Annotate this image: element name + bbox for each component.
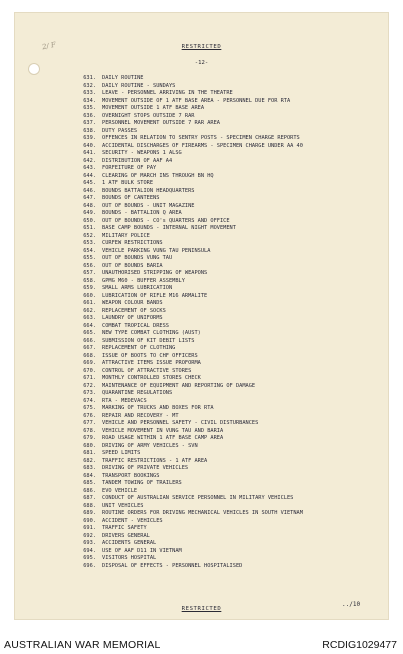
list-item bbox=[74, 555, 374, 563]
item-title: GPMG M60 - BUFFER ASSEMBLY bbox=[102, 277, 185, 284]
item-number: 642. bbox=[83, 157, 96, 164]
list-item bbox=[74, 480, 374, 488]
item-title: TRAFFIC RESTRICTIONS - 1 ATF AREA bbox=[102, 457, 208, 464]
item-title: DAILY ROUTINE - SUNDAYS bbox=[102, 82, 176, 89]
item-title: LEAVE - PERSONNEL ARRIVING IN THE THEATRE bbox=[102, 90, 233, 96]
item-number: 672. bbox=[83, 382, 96, 389]
list-item bbox=[74, 128, 374, 136]
item-number: 649. bbox=[83, 210, 96, 216]
list-item bbox=[74, 158, 374, 166]
item-title: ATTRACTIVE ITEMS ISSUE PROFORMA bbox=[102, 360, 201, 366]
item-title: ACCIDENTS GENERAL bbox=[102, 540, 157, 546]
item-title: ROAD USAGE WITHIN 1 ATF BASE CAMP AREA bbox=[102, 435, 224, 441]
item-title: FORFEITURE OF PAY bbox=[102, 165, 157, 171]
item-number: 688. bbox=[83, 502, 96, 509]
item-title: LUBRICATION OF RIFLE M16 ARMALITE bbox=[102, 292, 208, 299]
item-number: 690. bbox=[83, 517, 96, 524]
list-item bbox=[74, 525, 374, 533]
item-number: 660. bbox=[83, 292, 96, 299]
item-title: UNAUTHORISED STRIPPING OF WEAPONS bbox=[102, 270, 208, 276]
list-item bbox=[74, 510, 374, 518]
item-title: DRIVERS GENERAL bbox=[102, 532, 150, 539]
list-item bbox=[74, 413, 374, 421]
item-title: MILITARY POLICE bbox=[102, 232, 150, 239]
list-item bbox=[74, 300, 374, 308]
item-number: 691. bbox=[83, 525, 96, 531]
item-title: NEW TYPE COMBAT CLOTHING (AUST) bbox=[102, 330, 201, 336]
item-number: 631. bbox=[83, 75, 96, 81]
item-number: 634. bbox=[83, 97, 96, 104]
list-item bbox=[74, 75, 374, 83]
pencil-annotation: 2/ F bbox=[41, 40, 57, 52]
item-number: 640. bbox=[83, 142, 96, 149]
item-number: 696. bbox=[83, 562, 96, 569]
list-item bbox=[74, 540, 374, 548]
item-title: QUARANTINE REGULATIONS bbox=[102, 390, 173, 396]
list-item bbox=[74, 473, 374, 481]
item-title: REPLACEMENT OF SOCKS bbox=[102, 307, 166, 314]
list-item bbox=[74, 173, 374, 181]
continuation-marker: ../10 bbox=[342, 601, 361, 608]
list-item bbox=[74, 308, 374, 316]
item-title: VISITORS HOSPITAL bbox=[102, 555, 157, 561]
item-number: 651. bbox=[83, 225, 96, 231]
item-title: TRANSPORT BOOKINGS bbox=[102, 472, 160, 479]
item-title: REPLACEMENT OF CLOTHING bbox=[102, 345, 176, 351]
item-number: 674. bbox=[83, 397, 96, 404]
list-item bbox=[74, 150, 374, 158]
item-number: 669. bbox=[83, 360, 96, 366]
list-item bbox=[74, 90, 374, 98]
item-number: 658. bbox=[83, 277, 96, 284]
item-title: BASE CAMP BOUNDS - INTERNAL NIGHT MOVEMENT bbox=[102, 225, 236, 231]
list-item bbox=[74, 113, 374, 121]
item-number: 671. bbox=[83, 375, 96, 381]
list-item bbox=[74, 233, 374, 241]
list-item bbox=[74, 360, 374, 368]
item-number: 654. bbox=[83, 247, 96, 254]
item-title: TRAFFIC SAFETY bbox=[102, 525, 147, 531]
list-item bbox=[74, 98, 374, 106]
list-item bbox=[74, 218, 374, 226]
item-number: 670. bbox=[83, 367, 96, 374]
item-title: DRIVING OF PRIVATE VEHICLES bbox=[102, 465, 189, 471]
list-item bbox=[74, 323, 374, 331]
list-item bbox=[74, 263, 374, 271]
item-number: 662. bbox=[83, 307, 96, 314]
list-item bbox=[74, 465, 374, 473]
item-number: 657. bbox=[83, 270, 96, 276]
list-item bbox=[74, 450, 374, 458]
item-title: 1 ATF BULK STORE bbox=[102, 180, 154, 186]
list-item bbox=[74, 105, 374, 113]
list-item bbox=[74, 338, 374, 346]
list-item bbox=[74, 383, 374, 391]
list-item bbox=[74, 285, 374, 293]
list-item bbox=[74, 165, 374, 173]
item-title: VEHICLE PARKING VUNG TAU PENINSULA bbox=[102, 247, 211, 254]
item-title: RTA - MEDEVACS bbox=[102, 397, 147, 404]
item-title: UNIT VEHICLES bbox=[102, 502, 144, 509]
item-number: 648. bbox=[83, 202, 96, 209]
item-number: 668. bbox=[83, 352, 96, 359]
item-title: CURFEW RESTRICTIONS bbox=[102, 240, 163, 246]
list-item bbox=[74, 255, 374, 263]
item-title: SUBMISSION OF KIT DEBIT LISTS bbox=[102, 337, 195, 344]
item-number: 653. bbox=[83, 240, 96, 246]
security-classification-header: RESTRICTED bbox=[181, 44, 222, 50]
item-title: MARKING OF TRUCKS AND BOXES FOR RTA bbox=[102, 405, 214, 411]
item-number: 687. bbox=[83, 495, 96, 501]
list-item bbox=[74, 518, 374, 526]
item-title: OUT OF BOUNDS - UNIT MAGAZINE bbox=[102, 202, 195, 209]
archive-caption-bar bbox=[0, 634, 403, 654]
item-title: LAUNDRY OF UNIFORMS bbox=[102, 315, 163, 321]
item-title: DRIVING OF ARMY VEHICLES - SVN bbox=[102, 442, 198, 449]
list-item bbox=[74, 188, 374, 196]
list-item bbox=[74, 488, 374, 496]
list-item bbox=[74, 315, 374, 323]
item-number: 664. bbox=[83, 322, 96, 329]
item-number: 666. bbox=[83, 337, 96, 344]
list-item bbox=[74, 330, 374, 338]
item-title: DUTY PASSES bbox=[102, 127, 138, 134]
list-item bbox=[74, 210, 374, 218]
item-title: OUT OF BOUNDS - CO's QUARTERS AND OFFICE bbox=[102, 217, 230, 224]
item-number: 680. bbox=[83, 442, 96, 449]
list-item bbox=[74, 353, 374, 361]
list-item bbox=[74, 428, 374, 436]
archive-name: AUSTRALIAN WAR MEMORIAL bbox=[4, 639, 161, 651]
list-item bbox=[74, 503, 374, 511]
item-title: EVO VEHICLE bbox=[102, 487, 138, 494]
item-title: DAILY ROUTINE bbox=[102, 75, 144, 81]
list-item bbox=[74, 405, 374, 413]
item-number: 689. bbox=[83, 510, 96, 516]
item-title: ACCIDENTAL DISCHARGES OF FIREARMS - SPECIMEN CHARGE UNDER AA 40 bbox=[102, 142, 303, 149]
list-item bbox=[74, 548, 374, 556]
list-item bbox=[74, 345, 374, 353]
list-item bbox=[74, 135, 374, 143]
item-title: OVERNIGHT STOPS OUTSIDE 7 RAR bbox=[102, 112, 195, 119]
list-item bbox=[74, 420, 374, 428]
item-title: SECURITY - WEAPONS 1 ALSG bbox=[102, 150, 182, 156]
item-number: 652. bbox=[83, 232, 96, 239]
order-index-list bbox=[74, 75, 374, 570]
list-item bbox=[74, 83, 374, 91]
item-number: 635. bbox=[83, 105, 96, 111]
item-title: MAINTENANCE OF EQUIPMENT AND REPORTING OF DAMAGE bbox=[102, 382, 256, 389]
item-title: VEHICLE AND PERSONNEL SAFETY - CIVIL DISTURBANCES bbox=[102, 420, 259, 426]
list-item bbox=[74, 248, 374, 256]
item-number: 637. bbox=[83, 120, 96, 126]
item-number: 694. bbox=[83, 547, 96, 554]
item-title: DISTRIBUTION OF AAF A4 bbox=[102, 157, 173, 164]
item-number: 650. bbox=[83, 217, 96, 224]
item-title: SPEED LIMITS bbox=[102, 450, 141, 456]
list-item bbox=[74, 390, 374, 398]
item-number: 636. bbox=[83, 112, 96, 119]
item-number: 681. bbox=[83, 450, 96, 456]
item-number: 677. bbox=[83, 420, 96, 426]
item-number: 661. bbox=[83, 300, 96, 306]
item-number: 644. bbox=[83, 172, 96, 179]
list-item bbox=[74, 120, 374, 128]
item-number: 676. bbox=[83, 412, 96, 419]
item-title: MONTHLY CONTROLLED STORES CHECK bbox=[102, 375, 201, 381]
list-item bbox=[74, 563, 374, 571]
item-title: CONTROL OF ATTRACTIVE STORES bbox=[102, 367, 192, 374]
list-item bbox=[74, 495, 374, 503]
item-title: SMALL ARMS LUBRICATION bbox=[102, 285, 173, 291]
item-number: 645. bbox=[83, 180, 96, 186]
list-item bbox=[74, 180, 374, 188]
item-number: 686. bbox=[83, 487, 96, 494]
item-title: DISPOSAL OF EFFECTS - PERSONNEL HOSPITALISED bbox=[102, 562, 243, 569]
list-item bbox=[74, 293, 374, 301]
item-title: OUT OF BOUNDS BARIA bbox=[102, 262, 163, 269]
list-item bbox=[74, 240, 374, 248]
item-title: CONDUCT OF AUSTRALIAN SERVICE PERSONNEL IN MILITARY VEHICLES bbox=[102, 495, 294, 501]
item-number: 665. bbox=[83, 330, 96, 336]
archive-reference-id: RCDIG1029477 bbox=[322, 639, 397, 651]
item-number: 695. bbox=[83, 555, 96, 561]
item-title: REPAIR AND RECOVERY - MT bbox=[102, 412, 179, 419]
item-number: 679. bbox=[83, 435, 96, 441]
item-title: OFFENCES IN RELATION TO SENTRY POSTS - SPECIMEN CHARGE REPORTS bbox=[102, 135, 300, 141]
list-item bbox=[74, 203, 374, 211]
item-title: VEHICLE MOVEMENT IN VUNG TAU AND BARIA bbox=[102, 427, 224, 434]
item-number: 684. bbox=[83, 472, 96, 479]
item-number: 633. bbox=[83, 90, 96, 96]
list-item bbox=[74, 435, 374, 443]
page-number: -12- bbox=[194, 60, 209, 66]
security-classification-footer: RESTRICTED bbox=[181, 606, 222, 612]
item-number: 678. bbox=[83, 427, 96, 434]
item-title: TANDEM TOWING OF TRAILERS bbox=[102, 480, 182, 486]
item-title: BOUNDS OF CANTEENS bbox=[102, 195, 160, 201]
list-item bbox=[74, 443, 374, 451]
item-number: 643. bbox=[83, 165, 96, 171]
item-title: ISSUE OF BOOTS TO CHF OFFICERS bbox=[102, 352, 198, 359]
item-title: WEAPON COLOUR BANDS bbox=[102, 300, 163, 306]
item-title: PERSONNEL MOVEMENT OUTSIDE 7 RAR AREA bbox=[102, 120, 220, 126]
list-item bbox=[74, 458, 374, 466]
item-number: 646. bbox=[83, 187, 96, 194]
item-number: 655. bbox=[83, 255, 96, 261]
item-number: 675. bbox=[83, 405, 96, 411]
list-item bbox=[74, 278, 374, 286]
item-number: 663. bbox=[83, 315, 96, 321]
item-title: ACCIDENT - VEHICLES bbox=[102, 517, 163, 524]
item-title: MOVEMENT OUTSIDE 1 ATF BASE AREA bbox=[102, 105, 205, 111]
item-number: 638. bbox=[83, 127, 96, 134]
item-number: 682. bbox=[83, 457, 96, 464]
item-number: 656. bbox=[83, 262, 96, 269]
list-item bbox=[74, 368, 374, 376]
item-title: ROUTINE ORDERS FOR DRIVING MECHANICAL VEHICLES IN SOUTH VIETNAM bbox=[102, 510, 303, 516]
item-number: 639. bbox=[83, 135, 96, 141]
item-title: CLEARING OF MARCH INS THROUGH BN HQ bbox=[102, 172, 214, 179]
item-number: 673. bbox=[83, 390, 96, 396]
item-number: 685. bbox=[83, 480, 96, 486]
list-item bbox=[74, 533, 374, 541]
item-number: 683. bbox=[83, 465, 96, 471]
list-item bbox=[74, 375, 374, 383]
item-title: USE OF AAF D11 IN VIETNAM bbox=[102, 547, 182, 554]
list-item bbox=[74, 195, 374, 203]
item-number: 647. bbox=[83, 195, 96, 201]
item-title: COMBAT TROPICAL DRESS bbox=[102, 322, 169, 329]
item-number: 693. bbox=[83, 540, 96, 546]
item-title: BOUNDS BATTALION HEADQUARTERS bbox=[102, 187, 195, 194]
list-item bbox=[74, 270, 374, 278]
item-title: MOVEMENT OUTSIDE OF 1 ATF BASE AREA - PERSONNEL DUE FOR RTA bbox=[102, 97, 291, 104]
item-title: OUT OF BOUNDS VUNG TAU bbox=[102, 255, 173, 261]
item-number: 667. bbox=[83, 345, 96, 351]
item-number: 632. bbox=[83, 82, 96, 89]
document-page bbox=[14, 12, 389, 620]
list-item bbox=[74, 225, 374, 233]
item-number: 692. bbox=[83, 532, 96, 539]
item-title: BOUNDS - BATTALION Q AREA bbox=[102, 210, 182, 216]
list-item bbox=[74, 398, 374, 406]
item-number: 641. bbox=[83, 150, 96, 156]
list-item bbox=[74, 143, 374, 151]
item-number: 659. bbox=[83, 285, 96, 291]
